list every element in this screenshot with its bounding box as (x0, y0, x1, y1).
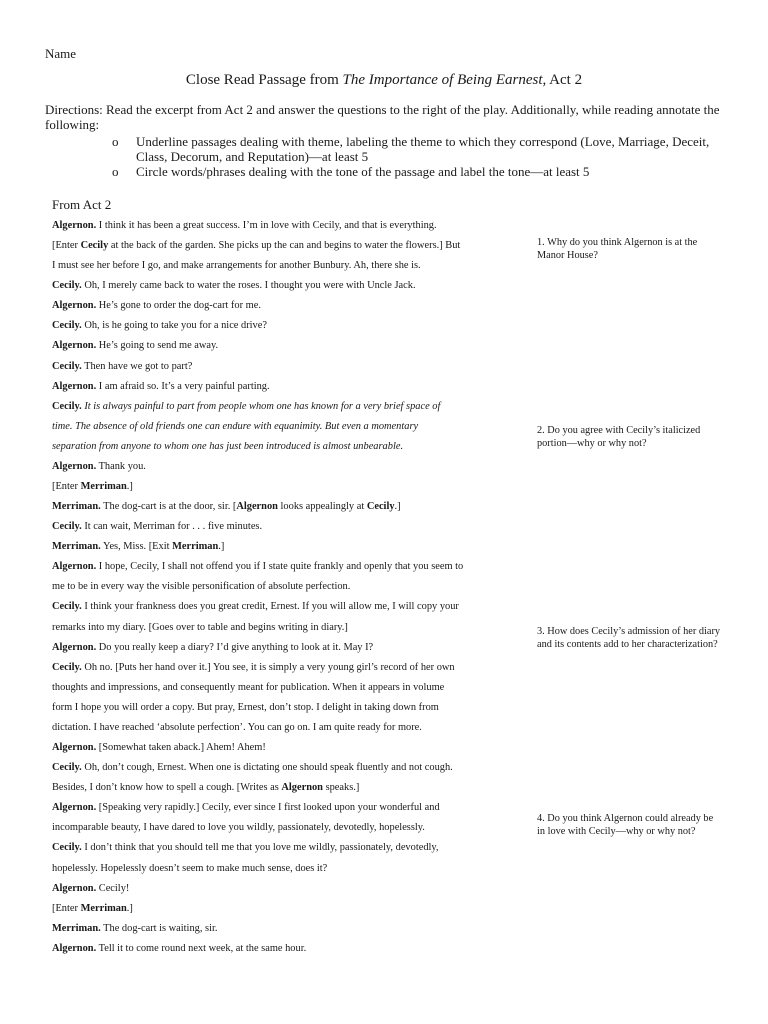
script-line (52, 720, 512, 740)
speaker-name: Algernon (281, 782, 323, 794)
speaker-name: Cecily. (52, 280, 82, 292)
speaker-name: Cecily. (52, 661, 82, 673)
question-3: 3. How does Cecily’s admission of her diary and its contents add to her characterization? (537, 626, 721, 650)
question-1: 1. Why do you think Algernon is at the Manor House? (537, 237, 698, 261)
line-text: dictation. I have reached ‘absolute perfection’. You can go on. I am quite ready for more. (52, 721, 422, 733)
script-line (52, 459, 512, 479)
excerpt-heading: From Act 2 (52, 197, 112, 212)
line-text: Oh, I merely came back to water the roses. I thought you were with Uncle Jack. (81, 280, 416, 292)
speaker-name: Algernon. (52, 742, 97, 754)
line-text: time. The absence of old friends one can endure with equanimity. But even a momentary (52, 420, 419, 432)
line-text: [Enter (52, 902, 81, 914)
directions-bullet (112, 165, 732, 180)
line-text: form I hope you will order a copy. But pray, Ernest, don’t stop. I delight in taking down from (52, 701, 439, 713)
play-excerpt (52, 218, 512, 961)
line-text: Then have we got to part? (81, 360, 193, 372)
line-text: separation from anyone to whom one has just been introduced is almost unbearable. (52, 440, 404, 452)
script-line (52, 278, 512, 298)
script-line (52, 901, 512, 921)
title-suffix: , Act 2 (542, 72, 583, 88)
speaker-name: Algernon. (52, 460, 97, 472)
speaker-name: Algernon (236, 501, 278, 513)
line-text: It can wait, Merriman for . . . five minutes. (81, 521, 263, 533)
script-line (52, 359, 512, 379)
script-line (52, 740, 512, 760)
line-text: Do you really keep a diary? I’d give anything to look at it. May I? (96, 641, 374, 653)
script-line (52, 680, 512, 700)
title-work: The Importance of Being Earnest (342, 72, 543, 88)
script-line (52, 379, 512, 399)
script-line (52, 700, 512, 720)
speaker-name: Algernon. (52, 561, 97, 573)
script-line (52, 599, 512, 619)
question-4: 4. Do you think Algernon could already be in love with Cecily—why or why not? (537, 813, 714, 837)
line-text: [Speaking very rapidly.] Cecily, ever since I first looked upon your wonderful and (96, 802, 440, 814)
script-line (52, 760, 512, 780)
line-text: thoughts and impressions, and consequently meant for publication. When it appears in volume (52, 681, 445, 693)
line-text: It is always painful to part from people whom one has known for a very brief space of (81, 400, 441, 412)
line-text: I think your frankness does you great credit, Ernest. If you will allow me, I will copy your (81, 601, 459, 613)
speaker-name: Cecily. (52, 320, 82, 332)
line-text: I think it has been a great success. I’m in love with Cecily, and that is everything. (96, 220, 437, 231)
line-text: Oh no. [Puts her hand over it.] You see, it is simply a very young girl’s record of her own (81, 661, 455, 673)
speaker-name: Cecily. (52, 521, 82, 533)
script-line (52, 258, 512, 278)
script-line (52, 820, 512, 840)
bullet-marker: o (112, 134, 119, 149)
line-text: The dog-cart is waiting, sir. (100, 922, 218, 934)
line-text: [Somewhat taken aback.] Ahem! Ahem! (96, 742, 266, 754)
script-line (52, 539, 512, 559)
script-line (52, 559, 512, 579)
line-text: me to be in every way the visible personification of absolute perfection. (52, 581, 351, 593)
line-text: .] (218, 541, 225, 553)
line-text: I am afraid so. It’s a very painful parting. (96, 380, 270, 392)
script-line (52, 861, 512, 881)
script-line (52, 479, 512, 499)
line-text: Tell it to come round next week, at the same hour. (96, 942, 307, 954)
script-line (52, 519, 512, 539)
speaker-name: Algernon. (52, 882, 97, 894)
line-text: Yes, Miss. [Exit (100, 541, 173, 553)
speaker-name: Cecily (366, 501, 395, 513)
name-label: Name (45, 46, 77, 61)
line-text: [Enter (52, 481, 81, 493)
line-text: .] (394, 501, 401, 513)
line-text: I must see her before I go, and make arrangements for another Bunbury. Ah, there she is. (52, 260, 421, 272)
line-text: The dog-cart is at the door, sir. [ (100, 501, 237, 513)
script-line (52, 640, 512, 660)
line-text: I don’t think that you should tell me that you love me wildly, passionately, devotedly, (81, 842, 439, 854)
script-line (52, 318, 512, 338)
speaker-name: Merriman. (52, 922, 101, 934)
line-text: hopelessly. Hopelessly doesn’t seem to make much sense, does it? (52, 862, 328, 874)
title-prefix: Close Read Passage from (185, 72, 343, 88)
line-text: incomparable beauty, I have dared to love you wildly, passionately, devotedly, hopelessly. (52, 822, 425, 834)
bullet-text: Underline passages dealing with theme, labeling the theme to which they correspond (Love, Marriage, Deceit, Class, Decorum, and Reputation)—at least 5 (136, 134, 710, 164)
speaker-name: Merriman. (52, 501, 101, 513)
line-text: Oh, don’t cough, Ernest. When one is dictating one should speak fluently and not cough. (81, 762, 453, 774)
question-2: 2. Do you agree with Cecily’s italicized portion—why or why not? (537, 425, 701, 449)
speaker-name: Cecily. (52, 601, 82, 613)
speaker-name: Cecily. (52, 360, 82, 372)
script-line (52, 238, 512, 258)
line-text: Thank you. (96, 460, 146, 472)
script-line (52, 941, 512, 961)
speaker-name: Algernon. (52, 641, 97, 653)
script-line (52, 620, 512, 640)
bullet-marker: o (112, 164, 119, 179)
directions-bullet (112, 135, 732, 164)
script-line (52, 338, 512, 358)
speaker-name: Algernon. (52, 942, 97, 954)
line-text: He’s going to send me away. (96, 340, 219, 352)
page-title (0, 72, 768, 89)
script-line (52, 921, 512, 941)
speaker-name: Algernon. (52, 300, 97, 312)
line-text: Cecily! (96, 882, 130, 894)
line-text: speaks.] (322, 782, 360, 794)
line-text: I hope, Cecily, I shall not offend you if I state quite frankly and openly that you seem to (96, 561, 464, 573)
speaker-name: Algernon. (52, 340, 97, 352)
script-line (52, 399, 512, 419)
line-text: [Enter (52, 240, 81, 252)
directions-list (112, 135, 732, 181)
script-line (52, 840, 512, 860)
speaker-name: Algernon. (52, 220, 97, 231)
directions-text: Directions: Read the excerpt from Act 2 and answer the questions to the right of the play. Additionally, while reading annotate the following: (45, 102, 720, 132)
bullet-text: Circle words/phrases dealing with the tone of the passage and label the tone—at least 5 (136, 164, 590, 179)
script-line (52, 499, 512, 519)
line-text: .] (126, 902, 133, 914)
speaker-name: Merriman (172, 541, 219, 553)
speaker-name: Algernon. (52, 380, 97, 392)
script-line (52, 419, 512, 439)
line-text: Besides, I don’t know how to spell a cough. [Writes as (52, 782, 282, 794)
line-text: .] (126, 481, 133, 493)
speaker-name: Cecily. (52, 400, 82, 412)
speaker-name: Cecily (80, 240, 109, 252)
line-text: Oh, is he going to take you for a nice drive? (81, 320, 267, 332)
script-line (52, 881, 512, 901)
script-line (52, 218, 512, 238)
script-line (52, 800, 512, 820)
script-line (52, 439, 512, 459)
speaker-name: Cecily. (52, 762, 82, 774)
script-line (52, 660, 512, 680)
script-line (52, 298, 512, 318)
line-text: remarks into my diary. [Goes over to table and begins writing in diary.] (52, 621, 348, 633)
speaker-name: Algernon. (52, 802, 97, 814)
script-line (52, 579, 512, 599)
speaker-name: Merriman (80, 902, 127, 914)
script-line (52, 780, 512, 800)
speaker-name: Merriman (80, 481, 127, 493)
speaker-name: Merriman. (52, 541, 101, 553)
speaker-name: Cecily. (52, 842, 82, 854)
line-text: looks appealingly at (277, 501, 367, 513)
line-text: at the back of the garden. She picks up the can and begins to water the flowers.] But (108, 240, 461, 252)
line-text: He’s gone to order the dog-cart for me. (96, 300, 261, 312)
